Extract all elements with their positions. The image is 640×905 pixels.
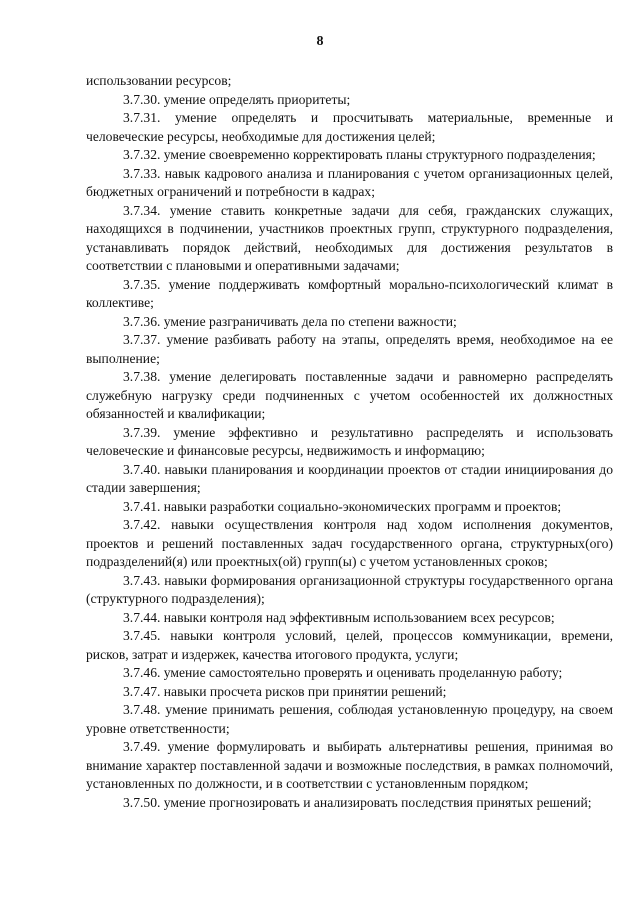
- paragraph-3-7-36: 3.7.36. умение разграничивать дела по степени важности;: [123, 313, 457, 329]
- paragraph-3-7-49: 3.7.49. умение формулировать и выбирать альтернативы решения, принимая во внимание характер поставленной задачи и возможные последствия, в рамках полномочий, установленных по должности, и в соответствии с установленным порядком;: [86, 739, 613, 791]
- paragraph-3-7-43: 3.7.43. навыки формирования организационной структуры государственного органа (структурного подразделения);: [86, 572, 613, 606]
- paragraph-3-7-42: 3.7.42. навыки осуществления контроля над ходом исполнения документов, проектов и решений поставленных задач государственного органа, структурных(ого) подразделений(я) или проектных(ой) групп(ы) с учетом установленных сроков;: [86, 517, 613, 569]
- document-body: [86, 72, 613, 812]
- paragraph-3-7-34: 3.7.34. умение ставить конкретные задачи для себя, гражданских служащих, находящихся в подчинении, участников проектных групп, структурного подразделения, устанавливать порядок действий, необходимых для достижения результатов в соответствии с плановыми и оперативными задачами;: [86, 202, 613, 273]
- paragraph-3-7-41: 3.7.41. навыки разработки социально-экономических программ и проектов;: [123, 498, 562, 514]
- page-number: 8: [316, 34, 324, 49]
- paragraph-3-7-35: 3.7.35. умение поддерживать комфортный морально-психологический климат в коллективе;: [86, 276, 613, 310]
- paragraph-3-7-33: 3.7.33. навык кадрового анализа и планирования с учетом организационных целей, бюджетных ограничений и потребности в кадрах;: [86, 165, 613, 199]
- paragraph-3-7-48: 3.7.48. умение принимать решения, соблюдая установленную процедуру, на своем уровне ответственности;: [86, 702, 613, 736]
- paragraph-3-7-31: 3.7.31. умение определять и просчитывать материальные, временные и человеческие ресурсы, необходимые для достижения целей;: [86, 110, 613, 144]
- paragraph-3-7-44: 3.7.44. навыки контроля над эффективным использованием всех ресурсов;: [123, 609, 555, 625]
- paragraph-continuation: использовании ресурсов;: [86, 73, 232, 88]
- paragraph-3-7-37: 3.7.37. умение разбивать работу на этапы, определять время, необходимое на ее выполнение;: [86, 332, 613, 366]
- paragraph-3-7-30: 3.7.30. умение определять приоритеты;: [123, 91, 351, 107]
- paragraph-3-7-38: 3.7.38. умение делегировать поставленные задачи и равномерно распределять служебную нагрузку среди подчиненных с учетом особенностей их должностных обязанностей и квалификации;: [86, 369, 613, 421]
- paragraph-3-7-32: 3.7.32. умение своевременно корректировать планы структурного подразделения;: [123, 147, 596, 162]
- paragraph-3-7-50: 3.7.50. умение прогнозировать и анализировать последствия принятых решений;: [123, 794, 592, 810]
- paragraph-3-7-45: 3.7.45. навыки контроля условий, целей, процессов коммуникации, времени, рисков, затрат и издержек, качества итогового продукта, услуги;: [86, 628, 613, 662]
- paragraph-3-7-39: 3.7.39. умение эффективно и результативно распределять и использовать человеческие и финансовые ресурсы, недвижимость и информацию;: [86, 424, 613, 458]
- paragraph-3-7-46: 3.7.46. умение самостоятельно проверять и оценивать проделанную работу;: [123, 665, 563, 680]
- paragraph-3-7-47: 3.7.47. навыки просчета рисков при принятии решений;: [123, 683, 447, 699]
- paragraph-3-7-40: 3.7.40. навыки планирования и координации проектов от стадии инициирования до стадии завершения;: [86, 461, 613, 495]
